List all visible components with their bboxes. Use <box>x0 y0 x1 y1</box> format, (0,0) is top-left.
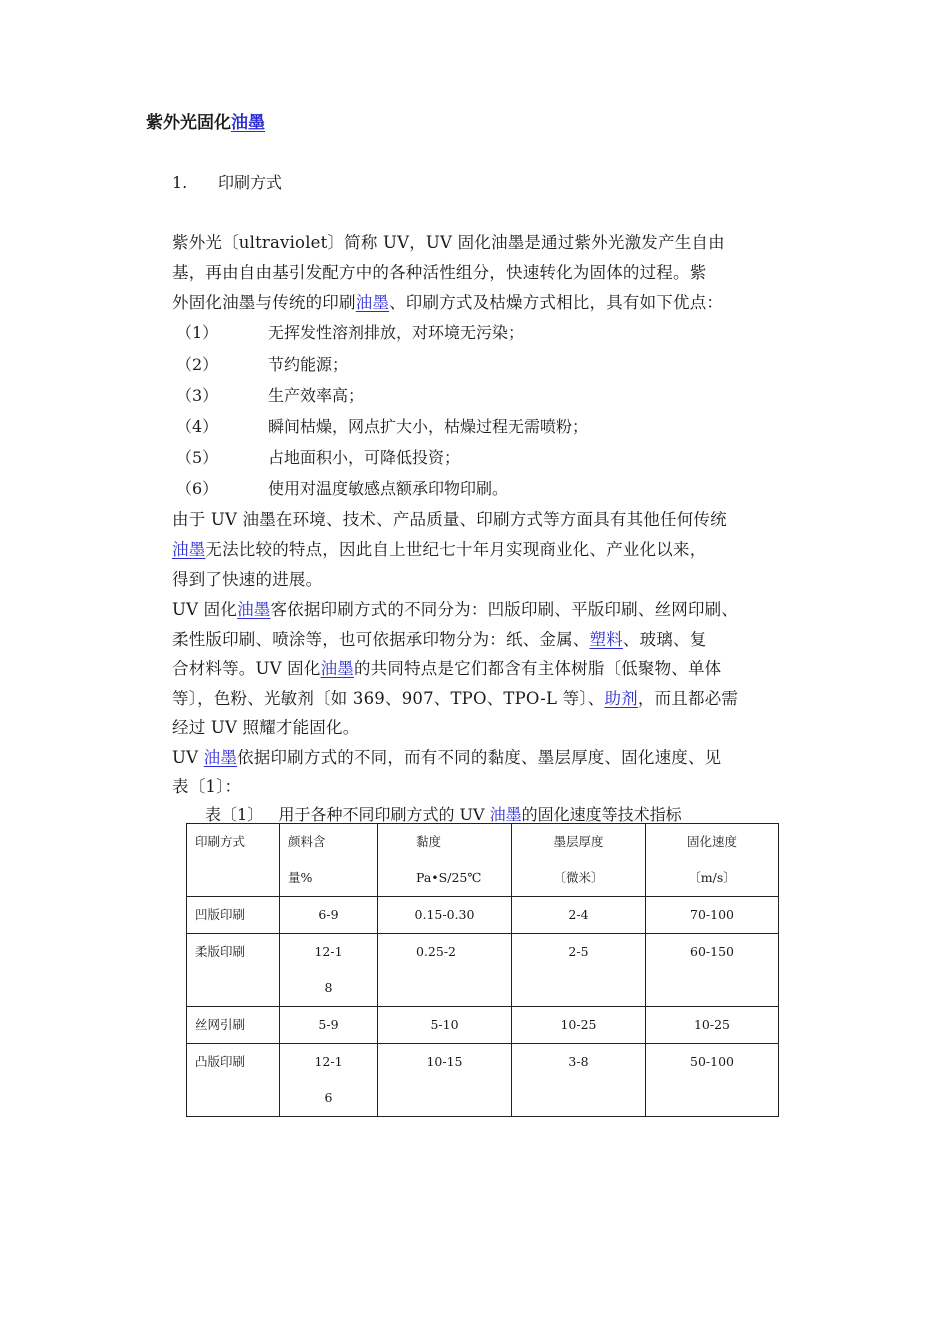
para2-line3: 得到了快速的进展。 <box>172 570 323 589</box>
text: 的共同特点是它们都含有主体树脂〔低聚物、单体 <box>353 659 722 678</box>
cell-text: 6 <box>324 1090 333 1105</box>
item-text: 瞬间枯燥，网点扩大小，枯燥过程无需喷粉； <box>268 417 589 436</box>
cell-text: 12-1 <box>314 944 343 959</box>
item-text: 生产效率高； <box>268 386 365 405</box>
text: 的固化速度等技术指标 <box>521 805 682 824</box>
cell-speed <box>646 1044 779 1117</box>
cell-text: 2-4 <box>568 907 589 922</box>
advantage-item <box>176 352 348 375</box>
text: 依据印刷方式的不同，而有不同的黏度、墨层厚度、固化速度、见 <box>237 748 722 767</box>
header-l1: 固化速度 <box>686 834 737 849</box>
para1-line2: 基，再由自由基引发配方中的各种活性组分，快速转化为固体的过程。紫 <box>172 263 707 282</box>
advantage-item <box>176 383 364 406</box>
advantage-item <box>176 414 588 437</box>
para3-line2 <box>172 626 706 650</box>
link-ink[interactable]: 油墨 <box>237 600 271 619</box>
advantage-item <box>176 445 460 468</box>
header-cell <box>187 824 280 897</box>
section-heading <box>172 170 282 193</box>
item-text: 节约能源； <box>268 355 349 374</box>
cell-text: 2-5 <box>568 944 589 959</box>
text: 合材料等。UV 固化 <box>172 659 321 678</box>
item-text: 使用对温度敏感点额承印物印刷。 <box>268 479 509 498</box>
cell-method <box>187 897 280 934</box>
cell-text: 0.15-0.30 <box>414 907 475 922</box>
cell-pigment <box>280 1007 378 1044</box>
link-ink[interactable]: 油墨 <box>489 805 522 824</box>
cell-text: 凹版印刷 <box>195 907 246 922</box>
cell-speed <box>646 897 779 934</box>
para3-line5: 经过 UV 照耀才能固化。 <box>172 718 360 737</box>
cell-thickness <box>512 1044 646 1117</box>
table-header-row <box>187 824 779 897</box>
table-row <box>187 1044 779 1117</box>
cell-viscosity <box>378 934 512 1007</box>
table-row <box>187 934 779 1007</box>
cell-speed <box>646 1007 779 1044</box>
cell-text: 8 <box>324 980 333 995</box>
cell-text: 5-10 <box>430 1017 459 1032</box>
para3-line3 <box>172 655 721 679</box>
cell-method <box>187 934 280 1007</box>
cell-text: 柔版印刷 <box>195 944 246 959</box>
header-cell <box>280 824 378 897</box>
para1-line3 <box>172 289 723 313</box>
item-num: （3） <box>176 386 219 405</box>
cell-text: 10-25 <box>693 1017 731 1032</box>
cell-text: 60-150 <box>690 944 734 959</box>
text: ，而且都必需 <box>637 689 739 708</box>
text: 外固化油墨与传统的印刷 <box>172 293 356 312</box>
cell-text: 12-1 <box>314 1054 343 1069</box>
cell-text: 70-100 <box>690 907 734 922</box>
text: 无法比较的特点，因此自上世纪七十年月实现商业化、产业化以来， <box>205 540 707 559</box>
link-ink[interactable]: 油墨 <box>355 293 390 312</box>
cell-text: 5-9 <box>318 1017 339 1032</box>
cell-viscosity <box>378 1044 512 1117</box>
item-num: （1） <box>176 323 219 342</box>
text: UV <box>172 748 204 767</box>
header-l1: 颜料含 <box>288 834 326 849</box>
cell-text: 凸版印刷 <box>195 1054 246 1069</box>
table-row <box>187 897 779 934</box>
header-cell <box>512 824 646 897</box>
para3-line4 <box>172 685 738 709</box>
header-l1: 墨层厚度 <box>553 834 604 849</box>
section-title: 印刷方式 <box>218 173 283 192</box>
cell-pigment <box>280 934 378 1007</box>
item-num: （4） <box>176 417 219 436</box>
cell-thickness <box>512 934 646 1007</box>
header-l1: 印刷方式 <box>195 834 246 849</box>
cell-speed <box>646 934 779 1007</box>
text: 等〕，色粉、光敏剂〔如 369、907、TPO、TPO-L 等〕、 <box>172 689 605 708</box>
link-ink[interactable]: 油墨 <box>320 659 354 678</box>
cell-pigment <box>280 897 378 934</box>
item-num: （6） <box>176 479 219 498</box>
header-l2: 量% <box>288 870 313 885</box>
section-number: 1. <box>172 173 188 192</box>
cell-viscosity <box>378 897 512 934</box>
para1-line1: 紫外光〔ultraviolet〕简称 UV，UV 固化油墨是通过紫外光激发产生自由 <box>172 233 725 252</box>
text: 客依据印刷方式的不同分为：凹版印刷、平版印刷、丝网印刷、 <box>270 600 739 619</box>
text: 表〔1〕 用于各种不同印刷方式的 UV <box>205 805 490 824</box>
cell-method <box>187 1007 280 1044</box>
link-ink[interactable]: 油墨 <box>203 748 238 767</box>
cell-thickness <box>512 1007 646 1044</box>
header-cell <box>378 824 512 897</box>
item-text: 无挥发性溶剂排放，对环境无污染； <box>268 323 525 342</box>
header-l2: 〔m/s〕 <box>688 870 736 885</box>
link-additive[interactable]: 助剂 <box>604 689 638 708</box>
header-l2: Pa•S/25℃ <box>416 870 482 885</box>
para3-line1 <box>172 596 738 620</box>
item-num: （5） <box>176 448 219 467</box>
title-text: 紫外光固化 <box>146 113 231 133</box>
cell-text: 3-8 <box>568 1054 589 1069</box>
cell-thickness <box>512 897 646 934</box>
advantage-item <box>176 320 524 343</box>
text: 、印刷方式及枯燥方式相比，具有如下优点： <box>389 293 724 312</box>
cell-text: 丝网引刷 <box>195 1017 246 1032</box>
para4-line1 <box>172 744 721 768</box>
header-l2: 〔微米〕 <box>553 870 604 885</box>
table-caption <box>205 802 682 825</box>
cell-text: 10-25 <box>560 1017 597 1032</box>
title-link-ink[interactable]: 油墨 <box>231 113 265 133</box>
page-title <box>146 108 265 133</box>
cell-text: 6-9 <box>318 907 339 922</box>
header-cell <box>646 824 779 897</box>
cell-text: 10-15 <box>426 1054 463 1069</box>
cell-viscosity <box>378 1007 512 1044</box>
text: UV 固化 <box>172 600 238 619</box>
item-num: （2） <box>176 355 219 374</box>
text: 柔性版印刷、喷涂等，也可依据承印物分为：纸、金属、 <box>172 630 590 649</box>
para2-line1: 由于 UV 油墨在环境、技术、产品质量、印刷方式等方面具有其他任何传统 <box>172 510 727 529</box>
spec-table <box>186 823 779 1117</box>
link-ink[interactable]: 油墨 <box>172 540 206 559</box>
para2-line2 <box>172 536 706 560</box>
table-row <box>187 1007 779 1044</box>
header-l1: 黏度 <box>416 834 442 849</box>
cell-method <box>187 1044 280 1117</box>
advantage-item <box>176 476 508 499</box>
cell-pigment <box>280 1044 378 1117</box>
cell-text: 0.25-2 <box>416 944 457 959</box>
item-text: 占地面积小，可降低投资； <box>268 448 461 467</box>
text: 、玻璃、复 <box>622 630 707 649</box>
link-plastic[interactable]: 塑料 <box>589 630 623 649</box>
cell-text: 50-100 <box>690 1054 734 1069</box>
para4-line2: 表〔1〕： <box>172 777 242 796</box>
